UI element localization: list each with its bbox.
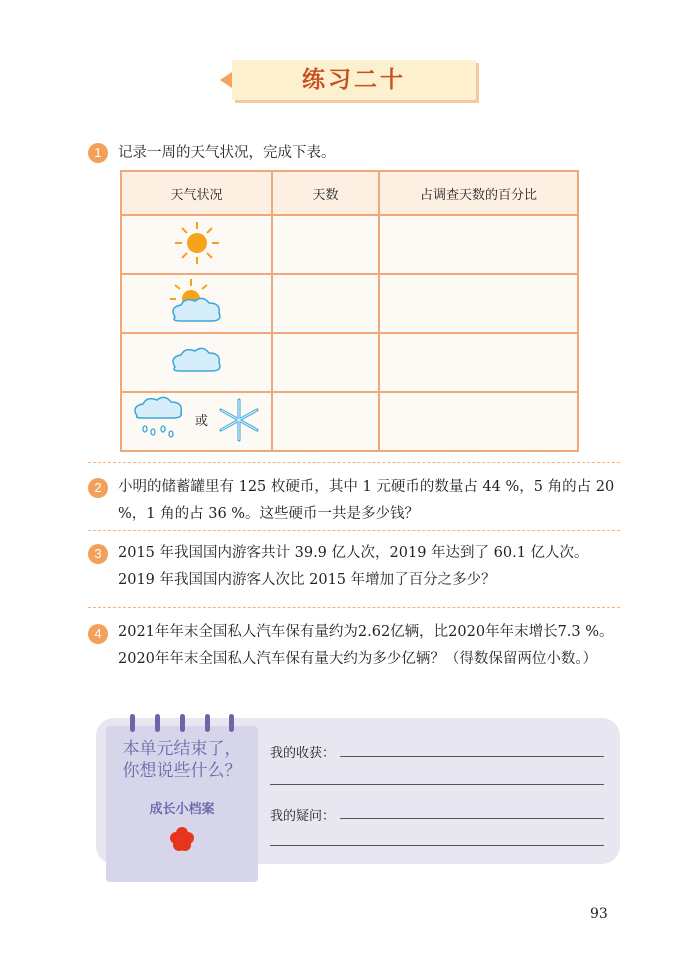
percent-cell[interactable] [379,392,578,451]
or-label: 或 [194,414,208,429]
weather-table [120,170,579,452]
title-banner [232,60,476,100]
question-input-line[interactable] [340,818,604,819]
days-cell[interactable] [272,392,379,451]
flower-icon [170,827,194,851]
header-days: 天数 [272,171,379,215]
question-4-text: 2021年年末全国私人汽车保有量约为2.62亿辆，比2020年年末增长7.3 %。2020年年末全国私人汽车保有量大约为多少亿辆？（得数保留两位小数。） [118,624,614,667]
gain-label: 我的收获： [270,746,336,761]
divider [88,462,620,463]
header-percent: 占调查天数的百分比 [379,171,578,215]
growth-note [106,726,258,882]
rain-icon [131,396,187,444]
question-3-text: 2015 年我国国内游客共计 39.9 亿人次，2019 年达到了 60.1 亿人次。2019 年我国国内游客人次比 2015 年增加了百分之多少？ [118,545,589,588]
summary-prompt: 本单元结束了，你想说些什么？ [122,739,242,780]
question-number-4: 4 [88,624,108,644]
page-title: 练习二十 [302,66,406,93]
question-number-2: 2 [88,478,108,498]
binder-ring [155,714,160,732]
binder-ring [229,714,234,732]
days-cell[interactable] [272,274,379,333]
partly-cloudy-icon [167,277,227,327]
header-weather: 天气状况 [121,171,272,215]
question-number-3: 3 [88,544,108,564]
gain-input-line[interactable] [340,756,604,757]
growth-tag: 成长小档案 [149,801,215,816]
question-label: 我的疑问： [270,809,336,824]
question-2-text: 小明的储蓄罐里有 125 枚硬币，其中 1 元硬币的数量占 44 %，5 角的占 20 %，1 角的占 36 %。这些硬币一共是多少钱？ [118,479,615,522]
sunny-icon [172,220,222,266]
snow-icon [216,397,262,443]
percent-cell[interactable] [379,215,578,274]
question-number-1: 1 [88,143,108,163]
percent-cell[interactable] [379,333,578,392]
percent-cell[interactable] [379,274,578,333]
days-cell[interactable] [272,215,379,274]
binder-ring [180,714,185,732]
question-input-line-2[interactable] [270,845,604,846]
question-1-text: 记录一周的天气状况，完成下表。 [118,145,336,161]
binder-ring [205,714,210,732]
divider [88,530,620,531]
page-number: 93 [590,906,608,922]
cloudy-icon [167,345,227,377]
divider [88,607,620,608]
binder-ring [130,714,135,732]
gain-input-line-2[interactable] [270,784,604,785]
days-cell[interactable] [272,333,379,392]
